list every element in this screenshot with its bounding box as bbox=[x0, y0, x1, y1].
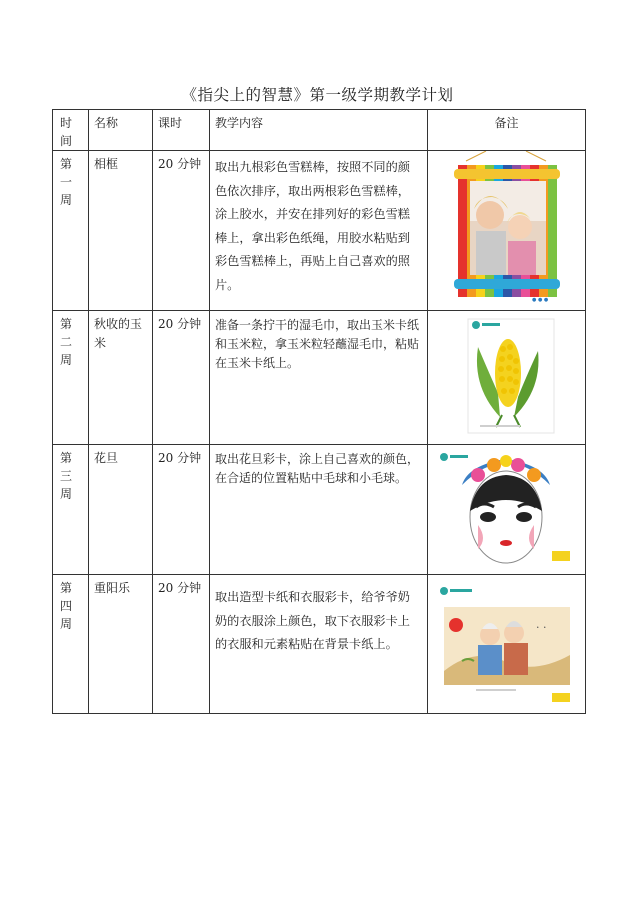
duration-cell: 20 分钟 bbox=[153, 311, 210, 445]
teaching-plan-table bbox=[52, 109, 586, 714]
week-cell: 第三周 bbox=[53, 445, 89, 575]
name-cell: 花旦 bbox=[89, 445, 153, 575]
header-content: 教学内容 bbox=[210, 110, 428, 151]
duration-cell: 20 分钟 bbox=[153, 575, 210, 714]
header-time: 时间 bbox=[53, 110, 89, 151]
name-cell: 相框 bbox=[89, 151, 153, 311]
content-cell: 取出花旦彩卡，涂上自己喜欢的颜色，在合适的位置粘贴中毛球和小毛球。 bbox=[210, 445, 428, 575]
page-title: 《指尖上的智慧》第一级学期教学计划 bbox=[181, 86, 454, 104]
content-cell: 取出九根彩色雪糕棒，按照不同的颜色依次排序，取出两根彩色雪糕棒，涂上胶水，并安在排列好的彩色雪糕棒上，拿出彩色纸绳，用胶水粘贴到彩色雪糕棒上，再贴上自己喜欢的照片。 bbox=[210, 151, 428, 311]
table-row bbox=[53, 151, 586, 311]
header-notes: 备注 bbox=[428, 110, 586, 151]
week-cell: 第二周 bbox=[53, 311, 89, 445]
notes-cell bbox=[428, 151, 586, 311]
header-duration: 课时 bbox=[153, 110, 210, 151]
duration-cell: 20 分钟 bbox=[153, 445, 210, 575]
week-cell: 第一周 bbox=[53, 151, 89, 311]
svg-text:● ● ●: ● ● ● bbox=[532, 297, 549, 303]
week-cell: 第四周 bbox=[53, 575, 89, 714]
notes-cell bbox=[428, 445, 586, 575]
duration-cell: 20 分钟 bbox=[153, 151, 210, 311]
corn-craft-icon bbox=[428, 311, 584, 443]
header-name: 名称 bbox=[89, 110, 153, 151]
table-header-row bbox=[53, 110, 586, 151]
name-cell: 秋收的玉米 bbox=[89, 311, 153, 445]
content-cell: 取出造型卡纸和衣服彩卡，给爷爷奶奶的衣服涂上颜色，取下衣服彩卡上的衣服和元素粘贴在背景卡纸上。 bbox=[210, 575, 428, 714]
table-row bbox=[53, 575, 586, 714]
popsicle-stick-photo-frame-icon bbox=[428, 151, 584, 309]
table-row bbox=[53, 311, 586, 445]
opera-mask-icon bbox=[428, 445, 584, 573]
table-row bbox=[53, 445, 586, 575]
svg-text:· ·: · · bbox=[536, 621, 547, 634]
double-ninth-festival-card-icon bbox=[428, 575, 584, 711]
notes-cell bbox=[428, 575, 586, 714]
notes-cell bbox=[428, 311, 586, 445]
content-cell: 准备一条拧干的湿毛巾，取出玉米卡纸和玉米粒，拿玉米粒轻蘸湿毛巾，粘贴在玉米卡纸上。 bbox=[210, 311, 428, 445]
name-cell: 重阳乐 bbox=[89, 575, 153, 714]
